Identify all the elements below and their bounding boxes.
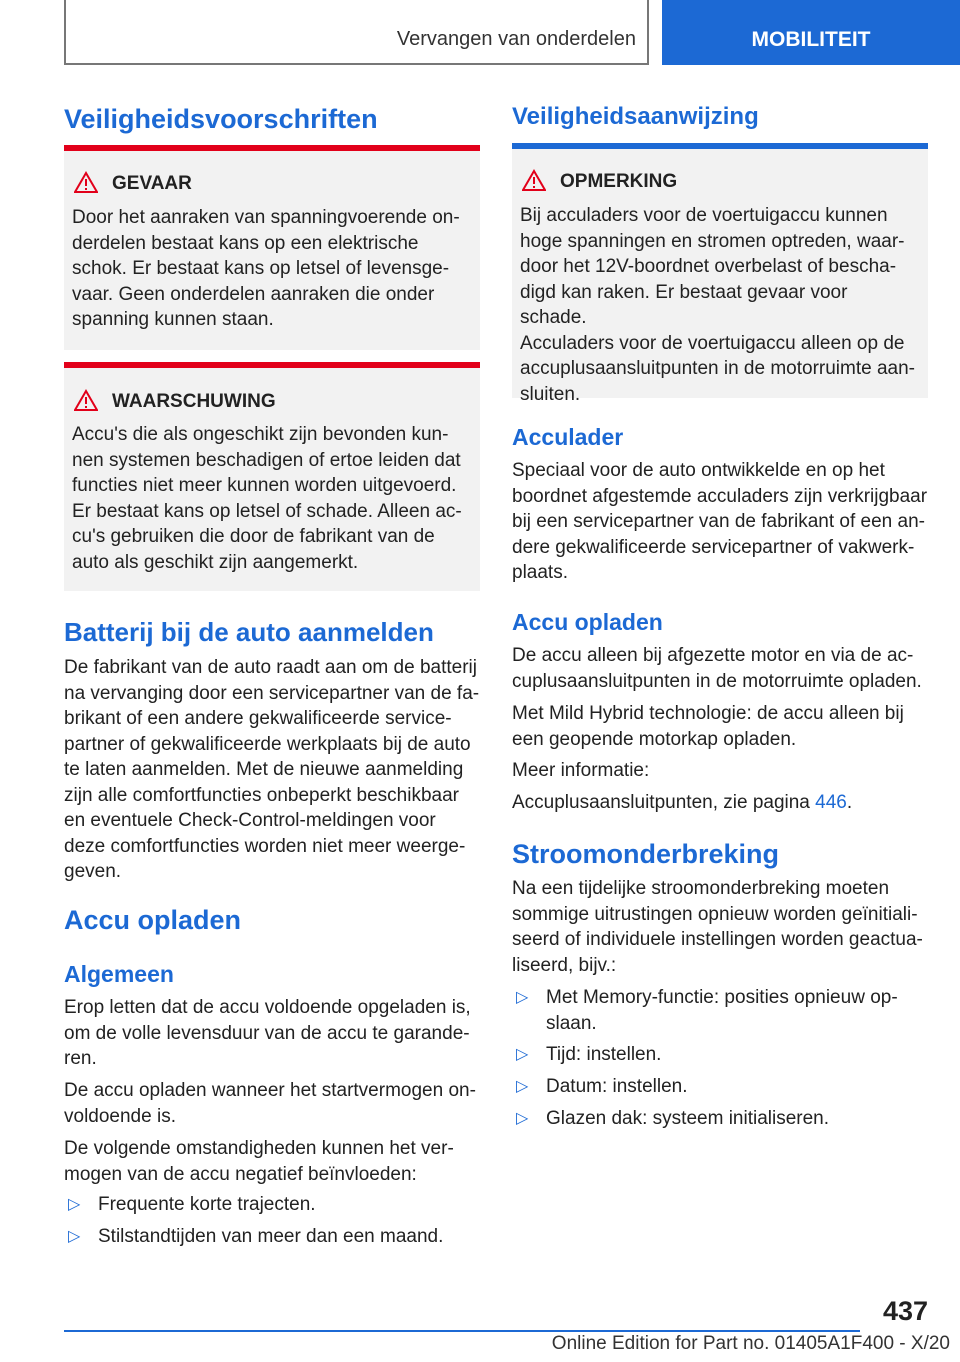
- list-item: [516, 985, 926, 1037]
- charger-heading: Acculader: [512, 424, 624, 450]
- list-item-text: Frequente korte trajecten.: [98, 1194, 316, 1215]
- text-line: deze comfortfuncties worden niet meer weerge-: [64, 835, 466, 857]
- safety-rules-heading: Veiligheidsvoorschriften: [64, 104, 378, 134]
- charge-heading: Accu opladen: [512, 609, 663, 635]
- note-text: [520, 203, 918, 407]
- text-line: en eventuele Check-Control-meldingen voor: [64, 810, 436, 831]
- text-line: sommige uitrustingen opnieuw worden geïnitiali-: [512, 903, 918, 925]
- text-line: Met Memory-functie: posities opnieuw op-: [546, 987, 898, 1008]
- note-bar: [512, 143, 928, 149]
- text-line: dere gekwalificeerde servicepartner of vakwerk-: [512, 536, 915, 558]
- list-item-text: Stilstandtijden van meer dan een maand.: [98, 1226, 444, 1247]
- text-line: boordnet afgestemde acculaders zijn verkrijgbaar: [512, 485, 928, 507]
- footer-rule: [64, 1330, 860, 1332]
- text-line: partner of gekwalificeerde werkplaats bij de auto: [64, 733, 471, 755]
- bullet-triangle-icon: ▷: [516, 1046, 529, 1063]
- section-title: Vervangen van onderdelen: [396, 28, 636, 50]
- text-line: Erop letten dat de accu voldoende opgeladen is,: [64, 997, 471, 1018]
- general-paragraph-2: [64, 1078, 484, 1129]
- text-line: liseerd, bijv.:: [512, 954, 617, 976]
- text-line: functies niet meer kunnen worden uitgevoerd.: [72, 475, 457, 496]
- text-line: nen systemen beschadigen of ertoe leiden dat: [72, 449, 461, 471]
- charge-reference: [512, 790, 932, 816]
- note-box: [512, 143, 928, 405]
- header-border-left: [64, 0, 66, 65]
- register-paragraph: [64, 655, 484, 885]
- bullet-triangle-icon: ▷: [516, 989, 529, 1006]
- text-line: cu's gebruiken die door de fabrikant van de: [72, 526, 435, 547]
- power-interruption-heading: Stroomonderbreking: [512, 839, 780, 869]
- list-item: [516, 1074, 926, 1100]
- general-paragraph-1: [64, 995, 484, 1072]
- general-heading: Algemeen: [64, 961, 174, 987]
- text-line: De accu alleen bij afgezette motor en via de ac-: [512, 645, 914, 666]
- text-line: om de volle levensduur van de accu te garande-: [64, 1022, 470, 1044]
- text-line: door het 12V-boordnet overbelast of bescha-: [520, 256, 897, 277]
- list-item-text: Datum: instellen.: [546, 1076, 688, 1097]
- text-line: brikant of een andere gekwalificeerde service-: [64, 708, 452, 729]
- text-line: De volgende omstandigheden kunnen het ver-: [64, 1138, 454, 1159]
- text-line: seerd of individuele instellingen worden geactua-: [512, 929, 923, 950]
- danger-bar: [64, 145, 480, 151]
- text-line: Er bestaat kans op letsel of schade. Alleen ac-: [72, 500, 462, 522]
- list-item-text: Glazen dak: systeem initialiseren.: [546, 1108, 830, 1129]
- bullet-triangle-icon: ▷: [68, 1196, 81, 1213]
- text-line: De fabrikant van de auto raadt aan om de batterij: [64, 657, 477, 678]
- danger-label: GEVAAR: [112, 173, 192, 194]
- bullet-triangle-icon: ▷: [516, 1078, 529, 1095]
- charging-heading: Accu opladen: [64, 905, 242, 935]
- header-border-right: [647, 0, 649, 65]
- text-line: De accu opladen wanneer het startvermogen on-: [64, 1080, 476, 1101]
- text-line: accuplusaansluitpunten in de motorruimte aan-: [520, 358, 916, 379]
- footer-edition: Online Edition for Part no. 01405A1F400 - X/20: [551, 1333, 950, 1354]
- text-line: slaan.: [546, 1012, 597, 1034]
- reference-text: Accuplusaansluitpunten, zie pagina: [512, 792, 816, 813]
- text-line: zijn alle comfortfuncties onbeperkt beschikbaar: [64, 784, 459, 806]
- text-line: na vervanging door een servicepartner van de fa-: [64, 682, 480, 704]
- warning-triangle-icon: [522, 169, 546, 191]
- text-line: Door het aanraken van spanningvoerende on-: [72, 207, 460, 228]
- text-line: geven.: [64, 861, 122, 882]
- warning-triangle-icon: [74, 171, 98, 193]
- list-item: [516, 1106, 926, 1132]
- warning-text: [72, 422, 470, 575]
- text-line: te laten aanmelden. Met de nieuwe aanmelding: [64, 759, 464, 780]
- charge-paragraph-3: Meer informatie:: [512, 760, 650, 781]
- text-line: sluiten.: [520, 383, 581, 405]
- text-line: Na een tijdelijke stroomonderbreking moeten: [512, 878, 890, 899]
- text-line: digd kan raken. Er bestaat gevaar voor schade.: [520, 281, 848, 328]
- text-line: spanning kunnen staan.: [72, 309, 274, 330]
- header-rule: [64, 63, 649, 65]
- text-line: vaar. Geen onderdelen aanraken die onder: [72, 283, 435, 305]
- chapter-tab: MOBILITEIT: [662, 0, 960, 65]
- warning-bar: [64, 362, 480, 368]
- text-line: Met Mild Hybrid technologie: de accu alleen bij: [512, 703, 904, 724]
- general-paragraph-3: [64, 1136, 484, 1187]
- danger-box: [64, 145, 480, 350]
- warning-box: [64, 362, 480, 591]
- charge-paragraph-1: [512, 643, 932, 694]
- bullet-triangle-icon: ▷: [68, 1228, 81, 1245]
- text-line: Speciaal voor de auto ontwikkelde en op het: [512, 460, 885, 481]
- warning-label: WAARSCHUWING: [112, 391, 276, 412]
- text-line: derdelen bestaat kans op een elektrische: [72, 232, 419, 254]
- note-label: OPMERKING: [560, 171, 678, 192]
- text-line: Bij acculaders voor de voertuigaccu kunnen: [520, 205, 888, 226]
- text-line: mogen van de accu negatief beïnvloeden:: [64, 1163, 417, 1185]
- text-line: bij een servicepartner van de fabrikant of een an-: [512, 511, 925, 532]
- text-line: hoge spanningen en stromen optreden, waar-: [520, 230, 905, 252]
- text-line: auto als geschikt zijn aangemerkt.: [72, 551, 359, 573]
- danger-text: [72, 205, 470, 333]
- text-line: plaats.: [512, 562, 568, 583]
- list-item: [516, 1042, 926, 1068]
- list-item: [68, 1192, 478, 1218]
- charger-paragraph: [512, 458, 932, 586]
- text-line: voldoende is.: [64, 1105, 176, 1127]
- list-item-text: [546, 985, 898, 1036]
- page-link[interactable]: 446: [815, 792, 847, 813]
- text-line: een geopende motorkap opladen.: [512, 728, 797, 750]
- reference-end: .: [846, 792, 853, 813]
- register-battery-heading: Batterij bij de auto aanmelden: [64, 617, 434, 647]
- text-line: Accu's die als ongeschikt zijn bevonden kun-: [72, 424, 449, 445]
- safety-notice-heading: Veiligheidsaanwijzing: [512, 103, 759, 130]
- list-item: [68, 1224, 478, 1250]
- interruption-paragraph: [512, 876, 932, 978]
- bullet-triangle-icon: ▷: [516, 1110, 529, 1127]
- text-line: cuplusaansluitpunten in de motorruimte opladen.: [512, 670, 922, 692]
- list-item-text: Tijd: instellen.: [546, 1044, 662, 1065]
- text-line: Acculaders voor de voertuigaccu alleen op de: [520, 332, 905, 354]
- text-line: schok. Er bestaat kans op letsel of levensge-: [72, 258, 450, 279]
- warning-triangle-icon: [74, 389, 98, 411]
- page-number: 437: [882, 1296, 928, 1326]
- charge-paragraph-2: [512, 701, 932, 752]
- text-line: ren.: [64, 1048, 97, 1069]
